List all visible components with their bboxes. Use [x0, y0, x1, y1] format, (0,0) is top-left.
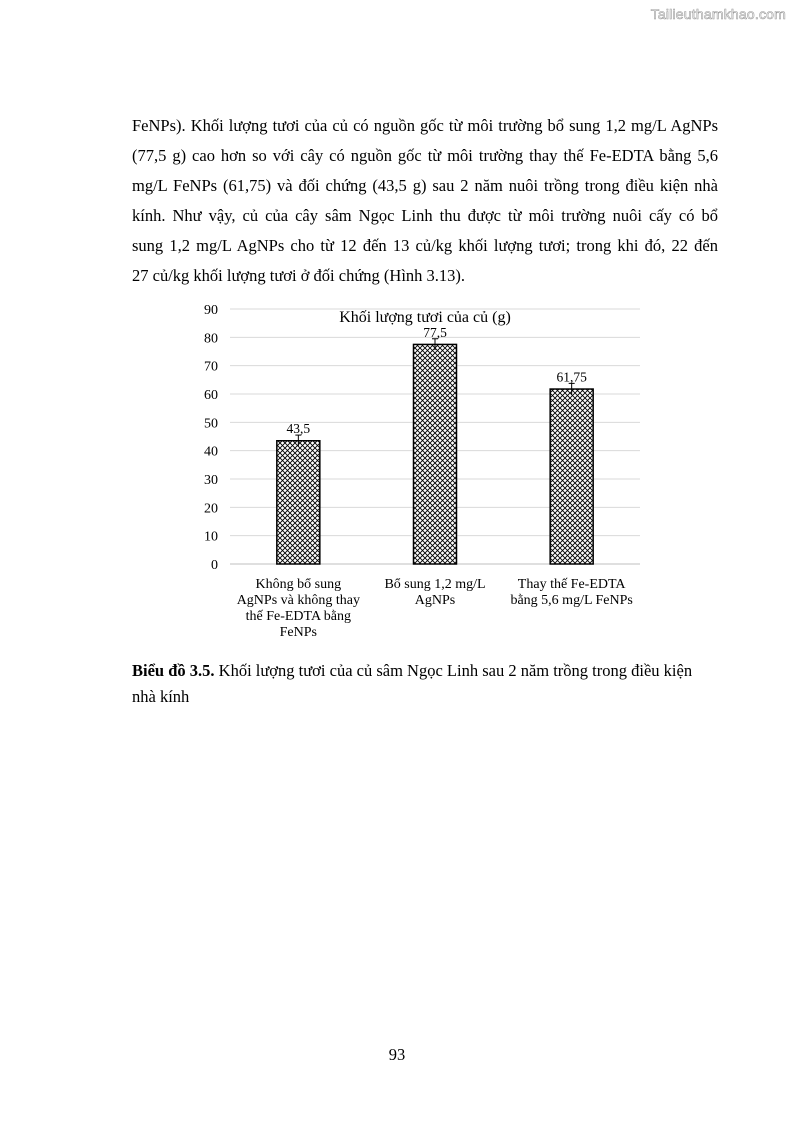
x-tick-label: FeNPs	[279, 625, 318, 640]
paragraph-line: 27 củ/kg khối lượng tươi ở đối chứng (Hình 3.13).	[132, 266, 466, 285]
y-tick-label: 40	[204, 444, 218, 460]
data-label: 61,75	[556, 369, 587, 385]
data-label: 43,5	[286, 421, 311, 437]
x-tick-label: Không bổ sung	[255, 577, 342, 592]
y-tick-label: 30	[204, 473, 218, 488]
data-label: 77,5	[423, 324, 447, 340]
y-tick-label: 0	[211, 558, 218, 573]
bar	[550, 389, 593, 564]
paragraph-line: mg/L FeNPs (61,75) và đối chứng (43,5 g) sau 2 năm nuôi trồng trong điều kiện nhà	[132, 176, 718, 195]
y-tick-label: 90	[204, 303, 218, 318]
x-tick-label: Thay thế Fe-EDTA	[517, 577, 626, 592]
figure-caption	[132, 658, 718, 710]
chart-title: Khối lượng tươi của củ (g)	[339, 309, 511, 326]
paragraph-line: sung 1,2 mg/L AgNPs cho từ 12 đến 13 củ/kg khối lượng tươi; trong khi đó, 22 đến	[132, 236, 718, 255]
paragraph-line: kính. Như vậy, củ của cây sâm Ngọc Linh thu được từ môi trường nuôi cấy có bổ	[132, 206, 718, 225]
y-tick-label: 20	[204, 501, 218, 517]
y-tick-label: 60	[204, 388, 218, 403]
caption-text: Khối lượng tươi của củ sâm Ngọc Linh sau 2 năm trồng trong điều kiện nhà kính	[132, 661, 693, 706]
x-tick-label: Bổ sung 1,2 mg/L	[384, 577, 486, 592]
bar-chart	[190, 298, 650, 648]
y-tick-label: 80	[204, 331, 218, 347]
paragraph-line: FeNPs). Khối lượng tươi của củ có nguồn gốc từ môi trường bổ sung 1,2 mg/L AgNPs	[132, 116, 718, 135]
x-tick-label: thế Fe-EDTA bằng	[245, 609, 352, 624]
watermark: Tailieuthamkhao.com	[650, 6, 786, 22]
bar	[414, 344, 457, 564]
paragraph-line: (77,5 g) cao hơn so với cây có nguồn gốc từ môi trường thay thế Fe-EDTA bằng 5,6	[132, 146, 718, 165]
caption-label: Biểu đồ 3.5.	[132, 661, 215, 680]
x-tick-label: AgNPs và không thay	[236, 593, 360, 608]
y-tick-label: 10	[204, 529, 218, 545]
body-paragraph	[132, 111, 718, 291]
page-number: 93	[388, 1045, 406, 1064]
y-tick-label: 50	[204, 416, 218, 432]
x-tick-label: bằng 5,6 mg/L FeNPs	[510, 593, 633, 608]
bar	[277, 441, 320, 564]
x-tick-label: AgNPs	[414, 593, 456, 608]
y-tick-label: 70	[204, 359, 218, 375]
